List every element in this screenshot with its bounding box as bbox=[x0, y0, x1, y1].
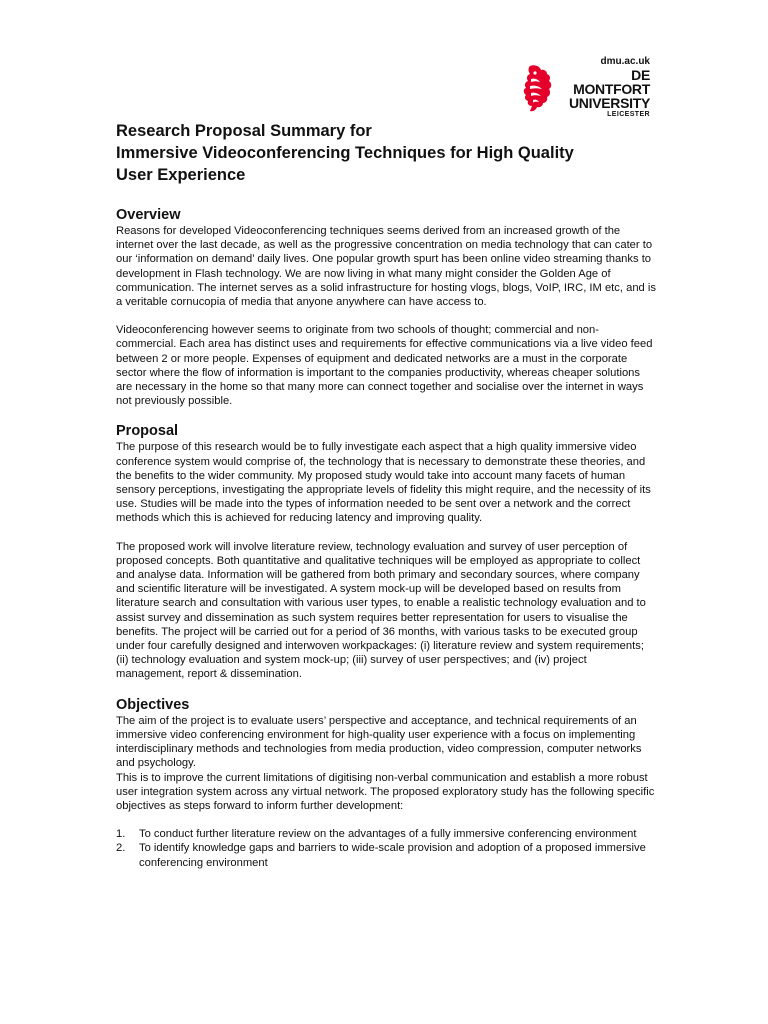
proposal-paragraph-1: The purpose of this research would be to fully investigate each aspect that a high quality immersive video conference system would comprise of, the technology that is necessary to demonstrate these theories, and the benefits to the wider community. My proposed study would take into account many facets of human sensory perceptions, investigating the appropriate levels of fidelity this might require, and the necessity of its use. Studies will be made into the types of information needed to be sent over a network and the correct methods which this is achieved for reducing latency and improving quality. bbox=[116, 441, 651, 525]
title-line-3: User Experience bbox=[116, 166, 246, 184]
title-line-2: Immersive Videoconferencing Techniques for High Quality bbox=[116, 144, 574, 162]
logo-wordmark bbox=[554, 56, 650, 119]
objectives-paragraph-2: This is to improve the current limitations of digitising non-verbal communication and establish a more robust user integration system across any virtual network. The proposed exploratory study has the following specific objectives as steps forward to inform further development: bbox=[116, 771, 655, 812]
proposal-paragraph-2: The proposed work will involve literature review, technology evaluation and survey of user perception of proposed concepts. Both quantitative and qualitative techniques will be employed as appropriate to collect and analyse data. Information will be gathered from both primary and secondary sources, where company and scientific literature will be investigated. A system mock-up will be developed based on results from literature search and consultation with various user types, to enable a realistic technology evaluation and to assist survey and dissemination as such system requires better representation for users to visualise the benefits. The project will be carried out for a period of 36 months, with various tasks to be executed group under four carefully designed and interwoven workpackages: (i) literature review and system requirements; (ii) technology evaluation and system mock-up; (iii) survey of user perspectives; and (iv) project management, report & dissemination. bbox=[116, 540, 646, 681]
logo-domain: dmu.ac.uk bbox=[600, 56, 650, 67]
title-line-1: Research Proposal Summary for bbox=[116, 122, 372, 140]
list-item-text: To conduct further literature review on the advantages of a fully immersive conferencing environment bbox=[139, 828, 637, 841]
overview-paragraph-2: Videoconferencing however seems to originate from two schools of thought; commercial and non-commercial. Each area has distinct uses and requirements for effective communications via a live video feed between 2 or more people. Expenses of equipment and dedicated networks are a must in the corporate sector where the flow of information is important to the companies productivity, whereas cheaper solutions are necessary in the home so that many more can connect together and socialise over the internet in ways not previously possible. bbox=[116, 324, 653, 408]
objectives-section bbox=[116, 696, 656, 870]
university-logo bbox=[520, 56, 650, 116]
overview-section bbox=[116, 206, 656, 408]
list-item-number: 1. bbox=[116, 828, 126, 841]
overview-heading: Overview bbox=[116, 207, 181, 223]
list-item-text: To identify knowledge gaps and barriers to wide-scale provision and adoption of a proposed immersive conferencing environment bbox=[139, 842, 646, 869]
dmu-lion-crest-icon bbox=[520, 64, 554, 114]
document-title bbox=[116, 120, 656, 186]
logo-line-leicester: LEICESTER bbox=[607, 111, 650, 118]
objectives-paragraph-1: The aim of the project is to evaluate users’ perspective and acceptance, and technical requirements of an immersive video conferencing environment for high-quality user experience with a focus on implementing interdisciplinary methods and technologies from media production, video compression, computer networks and psychology. bbox=[116, 714, 642, 770]
list-item bbox=[116, 827, 656, 841]
logo-line-de-montfort: DE MONTFORT bbox=[573, 67, 650, 97]
logo-line-university: UNIVERSITY bbox=[568, 95, 650, 111]
list-item bbox=[116, 841, 656, 869]
objectives-heading: Objectives bbox=[116, 696, 190, 713]
overview-paragraph-1: Reasons for developed Videoconferencing techniques seems derived from an increased growth of the internet over the last decade, as well as the progressive concentration on media technology that can cater to our ‘information on demand’ daily lives. One popular growth spurt has been online video streaming thanks to development in Flash technology. We are now living in what many might consider the Golden Age of communication. The internet serves as a solid infrastructure for hosting vlogs, blogs, VoIP, IRC, IM etc, and is a veritable cornucopia of media that anyone anywhere can have access to. bbox=[116, 225, 656, 309]
document-body bbox=[116, 120, 656, 870]
objectives-list bbox=[116, 827, 656, 870]
proposal-heading: Proposal bbox=[116, 423, 179, 440]
list-item-number: 2. bbox=[116, 842, 126, 855]
proposal-section bbox=[116, 422, 656, 681]
